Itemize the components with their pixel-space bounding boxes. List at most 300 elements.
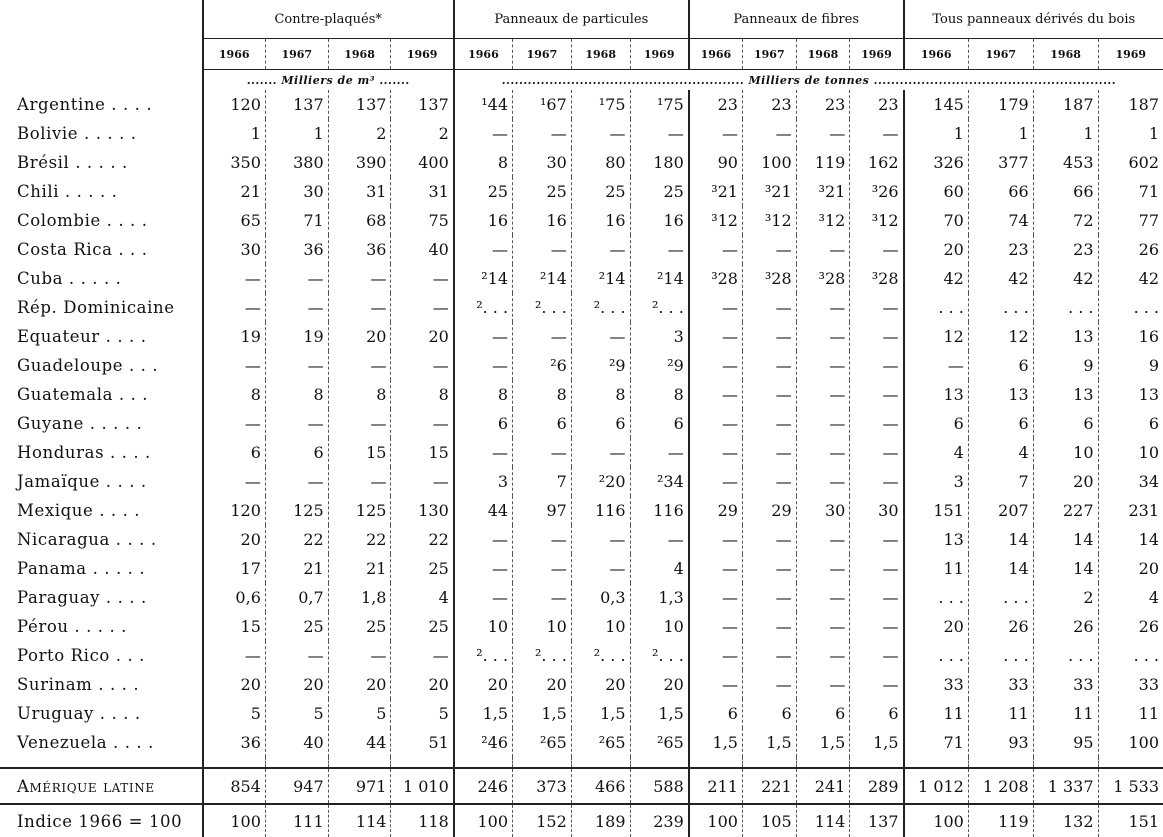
value-particle: 80 [571, 148, 630, 177]
value-total: 26 [1033, 612, 1098, 641]
value-plywood: — [391, 264, 454, 293]
value-fibre: — [689, 119, 743, 148]
value-total: 2 [1033, 583, 1098, 612]
value-plywood: 4 [391, 583, 454, 612]
country-name: Cuba . . . . . [17, 269, 122, 288]
value-total: 14 [968, 554, 1033, 583]
value-fibre: — [850, 235, 904, 264]
value-particle: 8 [571, 380, 630, 409]
value-plywood: — [328, 467, 391, 496]
value-plywood: 390 [328, 148, 391, 177]
value-total: 33 [1098, 670, 1163, 699]
country-name: Guadeloupe . . . [17, 356, 159, 375]
value-total: 132 [1033, 804, 1098, 837]
value-total: 23 [968, 235, 1033, 264]
value-fibre: — [742, 235, 796, 264]
value-total: 11 [1033, 699, 1098, 728]
value-fibre: — [689, 554, 743, 583]
value-fibre: — [850, 380, 904, 409]
value-particle: 6 [513, 409, 572, 438]
value-particle: — [630, 235, 689, 264]
value-plywood: 118 [391, 804, 454, 837]
group-header-plywood: Contre-plaqués* [203, 0, 454, 39]
value-fibre: 211 [689, 768, 743, 804]
value-plywood: — [328, 293, 391, 322]
spacer-cell [513, 757, 572, 768]
value-fibre: 6 [742, 699, 796, 728]
value-plywood: 21 [203, 177, 266, 206]
value-fibre: — [689, 409, 743, 438]
value-total: 1 [1033, 119, 1098, 148]
value-particle: — [513, 525, 572, 554]
value-fibre: — [742, 467, 796, 496]
value-plywood: — [265, 467, 328, 496]
spacer-cell [904, 757, 969, 768]
country-name: Paraguay . . . . [17, 588, 147, 607]
table-row [0, 206, 1163, 235]
value-total: 10 [1098, 438, 1163, 467]
value-plywood: 20 [391, 670, 454, 699]
value-fibre: — [850, 641, 904, 670]
value-fibre: 23 [689, 90, 743, 119]
value-particle: — [571, 438, 630, 467]
value-plywood: 8 [203, 380, 266, 409]
value-particle: ¹67 [513, 90, 572, 119]
value-particle: — [513, 119, 572, 148]
value-plywood: 111 [265, 804, 328, 837]
value-fibre: 289 [850, 768, 904, 804]
spacer-cell [391, 757, 454, 768]
value-plywood: 120 [203, 496, 266, 525]
value-plywood: 130 [391, 496, 454, 525]
value-fibre: ³12 [742, 206, 796, 235]
value-total: 13 [904, 380, 969, 409]
value-plywood: 947 [265, 768, 328, 804]
value-plywood: 114 [328, 804, 391, 837]
value-total: 227 [1033, 496, 1098, 525]
value-plywood: 100 [203, 804, 266, 837]
value-plywood: 5 [391, 699, 454, 728]
value-particle: 30 [513, 148, 572, 177]
value-total: 6 [1033, 409, 1098, 438]
value-total: 72 [1033, 206, 1098, 235]
value-fibre: — [850, 583, 904, 612]
value-total: 42 [1098, 264, 1163, 293]
value-total: . . . [968, 583, 1033, 612]
table-row [0, 293, 1163, 322]
value-total: 20 [904, 612, 969, 641]
value-plywood: — [203, 293, 266, 322]
table-row [0, 380, 1163, 409]
value-fibre: — [796, 119, 850, 148]
value-plywood: 1 [203, 119, 266, 148]
value-fibre: — [796, 467, 850, 496]
value-fibre: 6 [850, 699, 904, 728]
table-row [0, 467, 1163, 496]
table-row [0, 525, 1163, 554]
value-fibre: 137 [850, 804, 904, 837]
value-fibre: ³28 [796, 264, 850, 293]
value-total: 12 [904, 322, 969, 351]
value-fibre: — [850, 351, 904, 380]
country-name: Colombie . . . . [17, 211, 148, 230]
country-name: Rép. Dominicaine [17, 298, 175, 317]
value-particle: ²14 [630, 264, 689, 293]
value-plywood: 36 [203, 728, 266, 757]
value-plywood: 1 [265, 119, 328, 148]
value-fibre: ³21 [742, 177, 796, 206]
value-particle: 25 [513, 177, 572, 206]
table-row [0, 804, 1163, 837]
value-plywood: 137 [328, 90, 391, 119]
value-total: . . . [1033, 293, 1098, 322]
value-particle: 239 [630, 804, 689, 837]
value-fibre: — [850, 438, 904, 467]
value-plywood: 20 [265, 670, 328, 699]
value-particle: 3 [630, 322, 689, 351]
value-fibre: 23 [796, 90, 850, 119]
value-plywood: 40 [391, 235, 454, 264]
value-total: 151 [904, 496, 969, 525]
value-total: 179 [968, 90, 1033, 119]
value-fibre: 100 [742, 148, 796, 177]
table-row [0, 438, 1163, 467]
value-plywood: — [265, 351, 328, 380]
table-row [0, 728, 1163, 757]
table-row [0, 322, 1163, 351]
value-particle: — [630, 525, 689, 554]
corner-cell [0, 0, 203, 39]
spacer-cell [850, 757, 904, 768]
year-header-plywood: 1967 [265, 39, 328, 70]
value-fibre: — [850, 119, 904, 148]
value-fibre: ³21 [796, 177, 850, 206]
value-total: 453 [1033, 148, 1098, 177]
value-fibre: — [742, 612, 796, 641]
year-header-row [0, 39, 1163, 70]
value-total: 1 012 [904, 768, 969, 804]
value-particle: ¹75 [630, 90, 689, 119]
value-total: 9 [1033, 351, 1098, 380]
value-plywood: — [203, 409, 266, 438]
value-fibre: — [796, 525, 850, 554]
value-particle: ². . . [571, 641, 630, 670]
value-total: 13 [1098, 380, 1163, 409]
value-particle: 116 [630, 496, 689, 525]
value-plywood: 22 [391, 525, 454, 554]
value-plywood: 350 [203, 148, 266, 177]
value-particle: ². . . [630, 293, 689, 322]
value-total: 74 [968, 206, 1033, 235]
value-fibre: — [796, 583, 850, 612]
value-particle: — [571, 119, 630, 148]
value-total: 6 [904, 409, 969, 438]
value-total: 13 [1033, 322, 1098, 351]
value-total: — [904, 351, 969, 380]
value-total: 14 [1033, 525, 1098, 554]
value-fibre: 221 [742, 768, 796, 804]
value-fibre: ³21 [689, 177, 743, 206]
value-particle: 8 [513, 380, 572, 409]
value-particle: — [513, 554, 572, 583]
value-plywood: — [328, 351, 391, 380]
value-fibre: — [689, 525, 743, 554]
value-particle: 6 [630, 409, 689, 438]
value-particle: 100 [454, 804, 513, 837]
value-plywood: 36 [328, 235, 391, 264]
value-fibre: — [850, 554, 904, 583]
value-total: 42 [1033, 264, 1098, 293]
value-particle: — [454, 322, 513, 351]
spacer-row [0, 757, 1163, 768]
value-plywood: — [265, 293, 328, 322]
value-plywood: 17 [203, 554, 266, 583]
value-total: 6 [968, 351, 1033, 380]
value-particle: 44 [454, 496, 513, 525]
value-plywood: 75 [391, 206, 454, 235]
value-particle: 0,3 [571, 583, 630, 612]
value-total: 100 [1098, 728, 1163, 757]
value-plywood: 44 [328, 728, 391, 757]
value-total: 6 [968, 409, 1033, 438]
country-name: Panama . . . . . [17, 559, 146, 578]
value-plywood: 65 [203, 206, 266, 235]
unit-plywood: ....... Milliers de m³ ....... [203, 70, 454, 91]
value-plywood: 30 [203, 235, 266, 264]
value-plywood: — [328, 264, 391, 293]
value-total: 77 [1098, 206, 1163, 235]
value-total: 7 [968, 467, 1033, 496]
year-header-total: 1969 [1098, 39, 1163, 70]
year-header-particle: 1969 [630, 39, 689, 70]
year-header-particle: 1966 [454, 39, 513, 70]
table-row [0, 583, 1163, 612]
value-plywood: 71 [265, 206, 328, 235]
value-plywood: 25 [265, 612, 328, 641]
spacer-cell [689, 757, 743, 768]
year-header-fibre: 1967 [742, 39, 796, 70]
value-fibre: 90 [689, 148, 743, 177]
country-name: Chili . . . . . [17, 182, 118, 201]
value-total: 70 [904, 206, 969, 235]
value-fibre: 29 [689, 496, 743, 525]
corner-cell [0, 39, 203, 70]
value-total: 1 [968, 119, 1033, 148]
value-particle: 20 [513, 670, 572, 699]
value-total: 93 [968, 728, 1033, 757]
country-name: Nicaragua . . . . [17, 530, 157, 549]
value-plywood: 125 [265, 496, 328, 525]
spacer-cell [968, 757, 1033, 768]
country-name: Guyane . . . . . [17, 414, 143, 433]
value-particle: — [454, 525, 513, 554]
value-particle: 466 [571, 768, 630, 804]
value-plywood: — [328, 641, 391, 670]
value-plywood: 6 [203, 438, 266, 467]
value-fibre: — [796, 438, 850, 467]
value-particle: ²6 [513, 351, 572, 380]
value-particle: 1,5 [454, 699, 513, 728]
value-fibre: — [850, 293, 904, 322]
value-particle: — [571, 525, 630, 554]
value-plywood: 20 [328, 670, 391, 699]
value-fibre: — [742, 409, 796, 438]
value-total: 11 [968, 699, 1033, 728]
value-fibre: — [689, 641, 743, 670]
value-particle: 1,5 [571, 699, 630, 728]
value-particle: 3 [454, 467, 513, 496]
value-fibre: — [742, 293, 796, 322]
value-plywood: — [328, 409, 391, 438]
value-particle: 8 [454, 380, 513, 409]
year-header-fibre: 1968 [796, 39, 850, 70]
value-particle: 16 [513, 206, 572, 235]
value-plywood: 68 [328, 206, 391, 235]
value-particle: ²20 [571, 467, 630, 496]
value-plywood: 8 [265, 380, 328, 409]
value-plywood: — [391, 467, 454, 496]
value-plywood: 20 [203, 525, 266, 554]
value-fibre: — [796, 351, 850, 380]
value-total: 42 [968, 264, 1033, 293]
country-name: Guatemala . . . [17, 385, 149, 404]
value-total: 119 [968, 804, 1033, 837]
value-plywood: 21 [265, 554, 328, 583]
value-fibre: — [689, 583, 743, 612]
value-total: 100 [904, 804, 969, 837]
value-total: . . . [1033, 641, 1098, 670]
value-particle: 152 [513, 804, 572, 837]
value-particle: ²9 [630, 351, 689, 380]
value-fibre: 1,5 [689, 728, 743, 757]
value-total: 13 [968, 380, 1033, 409]
value-particle: 7 [513, 467, 572, 496]
value-total: 71 [904, 728, 969, 757]
value-total: 60 [904, 177, 969, 206]
value-total: 13 [904, 525, 969, 554]
spacer-cell [0, 757, 203, 768]
value-particle: ²65 [571, 728, 630, 757]
value-plywood: 5 [328, 699, 391, 728]
value-total: 10 [1033, 438, 1098, 467]
value-total: . . . [968, 641, 1033, 670]
value-plywood: 40 [265, 728, 328, 757]
year-header-plywood: 1969 [391, 39, 454, 70]
country-name: Equateur . . . . [17, 327, 147, 346]
country-name: Jamaïque . . . . [17, 472, 147, 491]
value-particle: 246 [454, 768, 513, 804]
value-fibre: ³26 [850, 177, 904, 206]
value-fibre: — [850, 670, 904, 699]
unit-row [0, 70, 1163, 91]
value-plywood: 2 [328, 119, 391, 148]
spacer-cell [1098, 757, 1163, 768]
spacer-cell [1033, 757, 1098, 768]
value-particle: — [630, 119, 689, 148]
value-particle: — [571, 322, 630, 351]
value-fibre: — [742, 525, 796, 554]
value-fibre: 100 [689, 804, 743, 837]
value-total: 33 [968, 670, 1033, 699]
value-fibre: — [689, 380, 743, 409]
value-fibre: 114 [796, 804, 850, 837]
value-plywood: 137 [391, 90, 454, 119]
value-plywood: 22 [265, 525, 328, 554]
value-total: 11 [904, 554, 969, 583]
group-header-total: Tous panneaux dérivés du bois [904, 0, 1163, 39]
value-fibre: — [796, 641, 850, 670]
value-total: 20 [1098, 554, 1163, 583]
value-particle: — [513, 235, 572, 264]
table-body [0, 90, 1163, 837]
table-row [0, 496, 1163, 525]
value-particle: 10 [513, 612, 572, 641]
year-header-total: 1968 [1033, 39, 1098, 70]
value-particle: — [454, 235, 513, 264]
value-particle: — [454, 351, 513, 380]
country-name: Porto Rico . . . [17, 646, 146, 665]
value-plywood: 854 [203, 768, 266, 804]
value-particle: 10 [454, 612, 513, 641]
value-particle: ². . . [454, 641, 513, 670]
value-plywood: — [391, 641, 454, 670]
value-fibre: ³12 [850, 206, 904, 235]
value-fibre: — [796, 409, 850, 438]
value-particle: 6 [454, 409, 513, 438]
value-plywood: 8 [391, 380, 454, 409]
value-particle: 25 [630, 177, 689, 206]
table-row [0, 554, 1163, 583]
spacer-cell [742, 757, 796, 768]
value-fibre: — [689, 235, 743, 264]
value-total: 23 [1033, 235, 1098, 264]
value-fibre: — [742, 322, 796, 351]
value-fibre: — [742, 554, 796, 583]
value-total: . . . [904, 293, 969, 322]
value-particle: 588 [630, 768, 689, 804]
value-particle: ². . . [571, 293, 630, 322]
country-name: Venezuela . . . . [17, 733, 154, 752]
value-fibre: — [742, 583, 796, 612]
value-plywood: 137 [265, 90, 328, 119]
value-fibre: 1,5 [796, 728, 850, 757]
value-particle: ². . . [513, 293, 572, 322]
value-plywood: 51 [391, 728, 454, 757]
table-row [0, 409, 1163, 438]
value-total: 26 [1098, 235, 1163, 264]
value-particle: — [630, 438, 689, 467]
value-plywood: — [265, 264, 328, 293]
table-row [0, 235, 1163, 264]
value-fibre: — [689, 322, 743, 351]
value-total: . . . [1098, 293, 1163, 322]
value-fibre: 6 [796, 699, 850, 728]
value-total: 33 [904, 670, 969, 699]
value-fibre: 30 [850, 496, 904, 525]
value-total: 4 [904, 438, 969, 467]
value-plywood: 0,6 [203, 583, 266, 612]
value-total: 187 [1033, 90, 1098, 119]
value-plywood: 20 [391, 322, 454, 351]
country-name: Mexique . . . . [17, 501, 141, 520]
value-particle: 20 [571, 670, 630, 699]
year-header-fibre: 1969 [850, 39, 904, 70]
value-total: 1 208 [968, 768, 1033, 804]
value-total: 1 [904, 119, 969, 148]
value-total: 11 [1098, 699, 1163, 728]
value-particle: 8 [630, 380, 689, 409]
table-row [0, 177, 1163, 206]
